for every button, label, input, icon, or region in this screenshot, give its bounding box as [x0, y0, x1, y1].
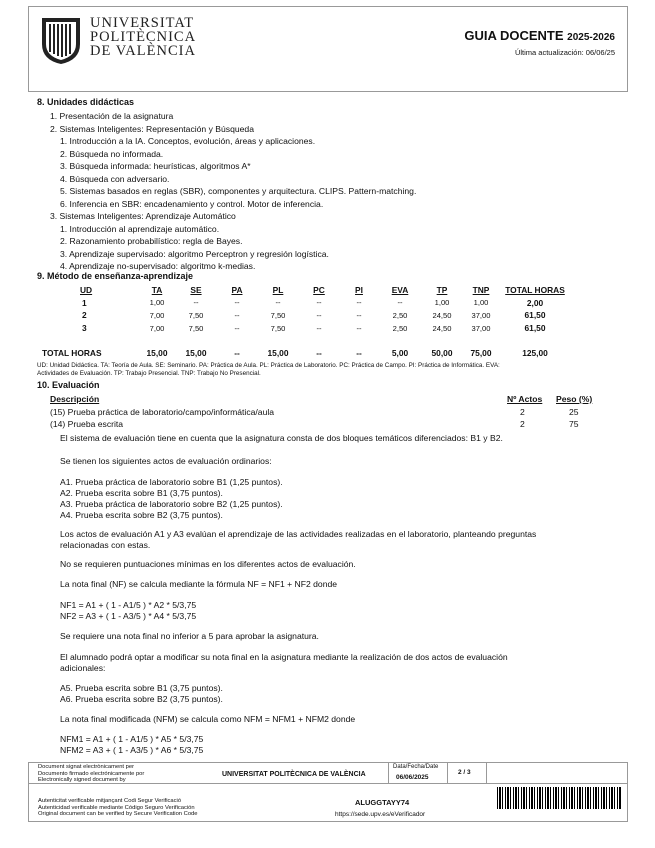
unit-item: 2. Razonamiento probabilístico: regla de Bayes. [60, 236, 243, 246]
table-header-row [40, 284, 570, 297]
unit-item: 3. Aprendizaje supervisado: algoritmo Perceptron y regresión logística. [60, 248, 329, 259]
eval-formula: NFM2 = A3 + ( 1 - A3/5 ) * A6 * 5/3,75 [60, 745, 204, 755]
col-header: SE [190, 285, 202, 296]
table-legend: UD: Unidad Didáctica. TA: Teoría de Aula. SE: Seminario. PA: Práctica de Aula. PL: Práctica de Laboratorio. PC: Práctica de Campo. PI: Práctica de Informática. EVA: Actividades de Evaluación. TP: Trabajo Presencial. TNP: Trabajo No Presencial. [37, 362, 500, 377]
eval-row-weight: 75 [569, 419, 579, 429]
eval-text: A2. Prueba escrita sobre B1 (3,75 puntos). [60, 488, 223, 498]
col-header: TNP [472, 285, 490, 296]
eval-text: No se requieren puntuaciones mínimas en los diferentes actos de evaluación. [60, 559, 356, 569]
col-acts-header: Nº Actos [507, 394, 543, 404]
unit-item: 4. Búsqueda con adversario. [60, 173, 170, 184]
eval-text: relacionadas con estas. [60, 540, 151, 550]
evaluation-heading: 10. Evaluación [37, 380, 100, 390]
barcode-icon [497, 787, 621, 809]
signed-by-label: Document signat electrònicament per Documento firmado electrónicamente por Electronically signed document by [38, 764, 145, 783]
unit-item: 1. Presentación de la asignatura [50, 111, 174, 121]
eval-text: A6. Prueba escrita sobre B2 (3,75 puntos). [60, 694, 223, 704]
unit-item: 3. Sistemas Inteligentes: Aprendizaje Automático [50, 211, 236, 221]
col-header: PC [313, 285, 325, 296]
unit-item: 1. Introducción al aprendizaje automático. [60, 223, 220, 234]
footer-divider [486, 762, 487, 783]
eval-formula: NFM1 = A1 + ( 1 - A1/5 ) * A5 * 5/3,75 [60, 734, 204, 744]
unit-item: 4. Aprendizaje no-supervisado: algoritmo k-medias. [60, 261, 256, 271]
table-row: 3 7,00 7,50 -- 7,50 -- -- 2,50 24,50 37,00 61,50 [82, 323, 546, 334]
eval-row-desc: (15) Prueba práctica de laboratorio/campo/informática/aula [50, 407, 275, 417]
col-header: PA [231, 285, 243, 296]
method-heading: 9. Método de enseñanza-aprendizaje [37, 271, 194, 281]
eval-text: A1. Prueba práctica de laboratorio sobre B1 (1,25 puntos). [60, 477, 283, 487]
col-header: EVA [391, 285, 409, 296]
eval-text: La nota final modificada (NFM) se calcula como NFM = NFM1 + NFM2 donde [60, 714, 356, 724]
eval-text: El sistema de evaluación tiene en cuenta que la asignatura consta de dos bloques temáticos diferenciados: B1 y B2. [60, 433, 503, 443]
totals-row: TOTAL HORAS 15,00 15,00 -- 15,00 -- -- 5,00 50,00 75,00 125,00 [42, 348, 548, 359]
doc-title: GUIA DOCENTE 2025-2026 [464, 28, 615, 43]
verification-code: ALUGGTAYY74 [355, 798, 410, 807]
sign-date: 06/06/2025 [396, 774, 429, 781]
eval-text: adicionales: [60, 663, 106, 673]
eval-text: Se requiere una nota final no inferior a 5 para aprobar la asignatura. [60, 631, 319, 641]
page-number: 2 / 3 [458, 769, 471, 776]
unit-item: 5. Sistemas basados en reglas (SBR), componentes y arquitectura. CLIPS. Pattern-matching. [60, 186, 417, 196]
col-desc-header: Descripción [50, 394, 100, 404]
eval-text: A5. Prueba escrita sobre B1 (3,75 puntos). [60, 683, 223, 693]
table-row: 2 7,00 7,50 -- 7,50 -- -- 2,50 24,50 37,00 61,50 [82, 310, 546, 321]
eval-text: La nota final (NF) se calcula mediante la fórmula NF = NF1 + NF2 donde [60, 579, 338, 589]
signer-name: UNIVERSITAT POLITÈCNICA DE VALÈNCIA [222, 771, 366, 778]
eval-row-weight: 25 [569, 407, 579, 417]
col-header: TP [436, 285, 448, 296]
eval-text: Los actos de evaluación A1 y A3 evalúan el aprendizaje de las actividades realizadas en el laboratorio, planteando preguntas [60, 529, 537, 539]
col-header: TA [151, 285, 163, 296]
last-update: Última actualización: 06/06/25 [514, 48, 615, 57]
eval-row-acts: 2 [520, 419, 525, 429]
eval-text: El alumnado podrá optar a modificar su nota final en la asignatura mediante la realización de dos actos de evaluación [60, 652, 508, 662]
col-header: UD [80, 285, 93, 296]
hours-table [40, 284, 570, 360]
col-header: PI [355, 285, 363, 296]
unit-item: 1. Introducción a la IA. Conceptos, evolución, áreas y aplicaciones. [60, 136, 316, 146]
eval-text: A4. Prueba escrita sobre B2 (3,75 puntos). [60, 510, 223, 520]
verification-url[interactable]: https://sede.upv.es/eVerificador [335, 811, 426, 818]
units-heading: 8. Unidades didácticas [37, 97, 135, 107]
eval-row-desc: (14) Prueba escrita [50, 419, 124, 429]
eval-formula: NF1 = A1 + ( 1 - A1/5 ) * A2 * 5/3,75 [60, 600, 197, 610]
footer-divider [388, 762, 389, 783]
col-weight-header: Peso (%) [556, 394, 593, 404]
table-row: 1 1,00 -- -- -- -- -- -- 1,00 1,00 2,00 [82, 297, 544, 308]
unit-item: 2. Búsqueda no informada. [60, 148, 164, 159]
col-header: PL [272, 285, 284, 296]
unit-item: 6. Inferencia en SBR: encadenamiento y control. Motor de inferencia. [60, 198, 324, 209]
unit-item: 3. Búsqueda informada: heurísticas, algoritmos A* [60, 161, 251, 171]
eval-row-acts: 2 [520, 407, 525, 417]
eval-text: A3. Prueba práctica de laboratorio sobre B2 (1,25 puntos). [60, 499, 283, 509]
date-label: Data/Fecha/Date [393, 764, 439, 770]
col-header: TOTAL HORAS [505, 285, 565, 296]
eval-formula: NF2 = A3 + ( 1 - A3/5 ) * A4 * 5/3,75 [60, 611, 197, 621]
eval-text: Se tienen los siguientes actos de evaluación ordinarios: [60, 456, 272, 466]
university-name: UNIVERSITAT POLITÈCNICA DE VALÈNCIA [90, 15, 197, 59]
verification-label: Autenticitat verificable mitjançant Codi Segur Verificació Autenticidad verificable mediante Código Seguro Verificación Original document can be verified by Secure Verification Code [38, 798, 198, 817]
unit-item: 2. Sistemas Inteligentes: Representación y Búsqueda [50, 123, 254, 134]
footer-divider [447, 762, 448, 783]
upv-logo-icon [36, 14, 86, 66]
